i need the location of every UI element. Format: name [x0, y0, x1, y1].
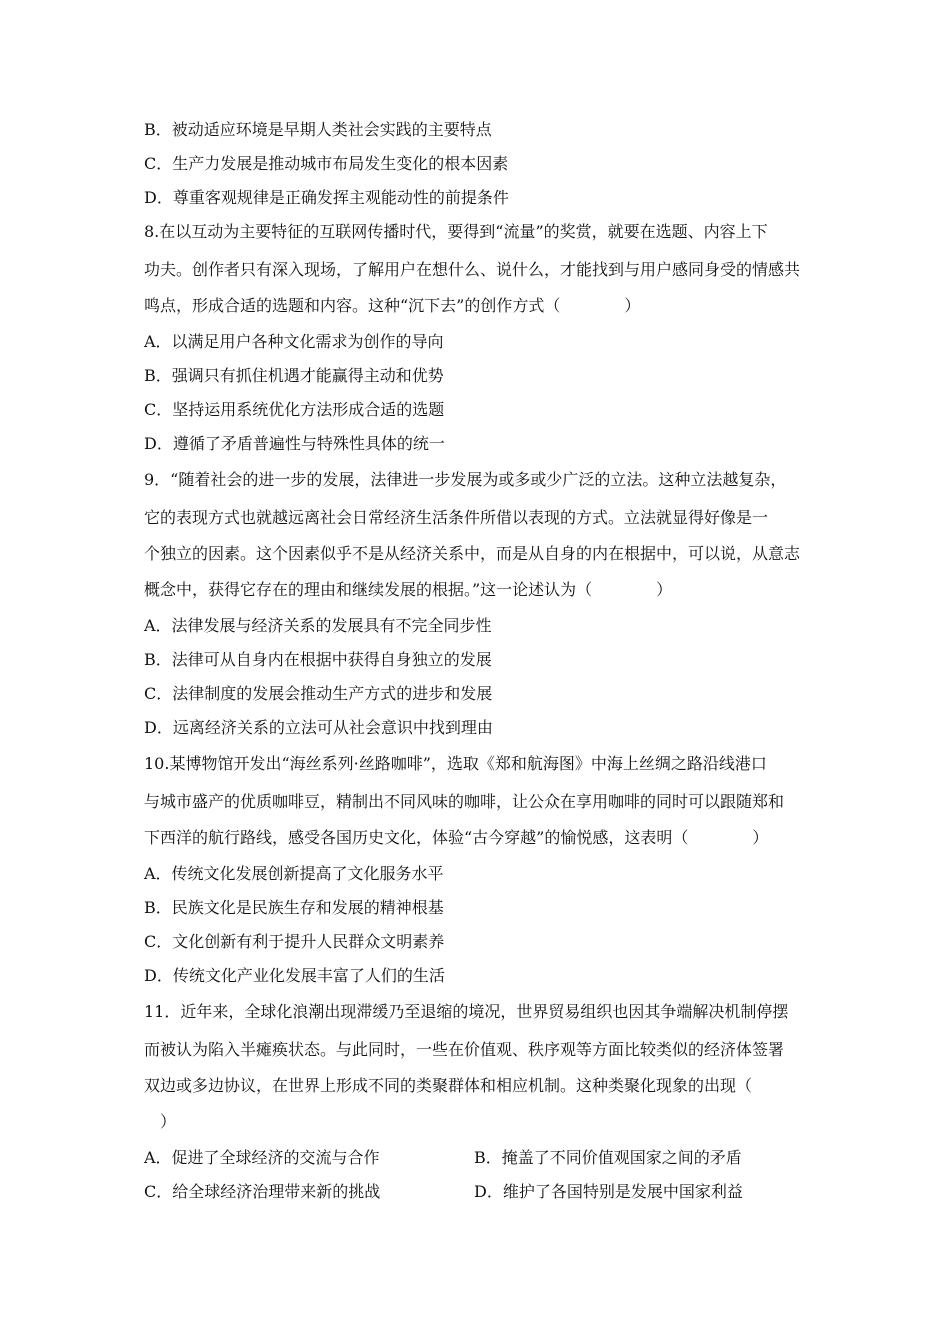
q7-option-c: C．生产力发展是推动城市布局发生变化的根本因素	[144, 154, 509, 173]
q9-stem-line-1: 9．“随着社会的进一步的发展，法律进一步发展为或多或少广泛的立法。这种立法越复杂，	[144, 470, 787, 489]
q10-stem-line-2: 与城市盛产的优质咖啡豆，精制出不同风味的咖啡，让公众在享用咖啡的同时可以跟随郑和	[144, 792, 785, 811]
q10-option-b: B．民族文化是民族生存和发展的精神根基	[144, 898, 444, 917]
q9-stem-line-2: 它的表现方式也就越远离社会日常经济生活条件所借以表现的方式。立法就显得好像是一	[144, 508, 769, 527]
q9-option-a: A．法律发展与经济关系的发展具有不完全同步性	[144, 616, 492, 635]
q11-stem-line-2: 而被认为陷入半瘫痪状态。与此同时，一些在价值观、秩序观等方面比较类似的经济体签署	[144, 1040, 785, 1059]
q8-option-c: C．坚持运用系统优化方法形成合适的选题	[144, 400, 445, 419]
q11-stem-line-4: ）	[160, 1112, 177, 1131]
q10-option-c: C．文化创新有利于提升人民群众文明素养	[144, 932, 445, 951]
q7-option-b: B．被动适应环境是早期人类社会实践的主要特点	[144, 120, 492, 139]
q10-stem-line-1: 10.某博物馆开发出“海丝系列·丝路咖啡”，选取《郑和航海图》中海上丝绸之路沿线港口	[144, 754, 767, 773]
q10-stem-line-3: 下西洋的航行路线，感受各国历史文化，体验“古今穿越”的愉悦感，这表明（ ）	[144, 828, 769, 847]
q8-stem-line-1: 8.在以互动为主要特征的互联网传播时代，要得到“流量”的奖赏，就要在选题、内容上下	[144, 222, 768, 241]
q9-stem-line-4: 概念中，获得它存在的理由和继续发展的根据。”这一论述认为（ ）	[144, 580, 673, 599]
q7-option-d: D．尊重客观规律是正确发挥主观能动性的前提条件	[144, 188, 509, 207]
q8-stem-line-3: 鸣点，形成合适的选题和内容。这种“沉下去”的创作方式（ ）	[144, 296, 641, 315]
q10-option-a: A．传统文化发展创新提高了文化服务水平	[144, 864, 444, 883]
q11-option-d: D．维护了各国特别是发展中国家利益	[474, 1182, 743, 1201]
q8-stem-line-2: 功夫。创作者只有深入现场，了解用户在想什么、说什么，才能找到与用户感同身受的情感共	[144, 260, 801, 279]
q11-option-c: C．给全球经济治理带来新的挑战	[144, 1182, 381, 1201]
q11-stem-line-1: 11．近年来，全球化浪潮出现滞缓乃至退缩的境况，世界贸易组织也因其争端解决机制停摆	[144, 1002, 789, 1021]
q8-option-b: B．强调只有抓住机遇才能赢得主动和优势	[144, 366, 444, 385]
q8-option-d: D．遵循了矛盾普遍性与特殊性具体的统一	[144, 434, 445, 453]
q11-stem-line-3: 双边或多边协议，在世界上形成不同的类聚群体和相应机制。这种类聚化现象的出现（	[144, 1076, 753, 1095]
q9-option-b: B．法律可从自身内在根据中获得自身独立的发展	[144, 650, 492, 669]
q9-option-c: C．法律制度的发展会推动生产方式的进步和发展	[144, 684, 493, 703]
q10-option-d: D．传统文化产业化发展丰富了人们的生活	[144, 966, 445, 985]
q9-option-d: D．远离经济关系的立法可从社会意识中找到理由	[144, 718, 493, 737]
q8-option-a: A．以满足用户各种文化需求为创作的导向	[144, 332, 444, 351]
q11-option-b: B．掩盖了不同价值观国家之间的矛盾	[474, 1148, 742, 1167]
q9-stem-line-3: 个独立的因素。这个因素似乎不是从经济关系中，而是从自身的内在根据中，可以说，从意志	[144, 544, 801, 563]
q11-option-a: A．促进了全球经济的交流与合作	[144, 1148, 380, 1167]
